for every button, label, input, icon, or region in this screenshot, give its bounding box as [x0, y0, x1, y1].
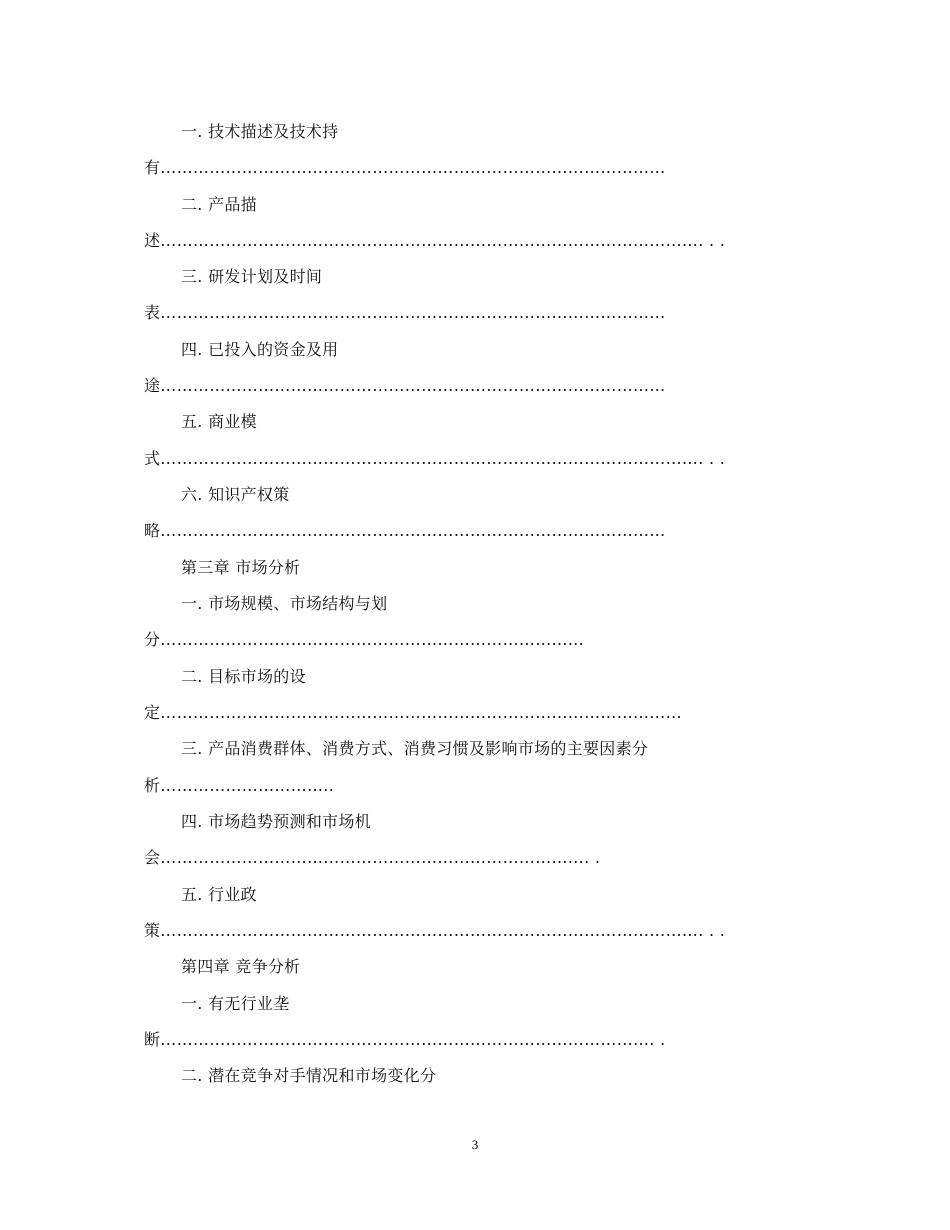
- toc-entry-leader: 会……………………………………………………………………. .: [144, 848, 601, 867]
- toc-entry-heading: 一. 有无行业垄: [181, 994, 290, 1013]
- chapter-heading: 第四章 竞争分析: [181, 957, 301, 976]
- toc-entry-heading: 二. 潜在竞争对手情况和市场变化分: [181, 1066, 437, 1085]
- toc-entry-heading: 一. 市场规模、市场结构与划: [181, 594, 388, 613]
- toc-entry-leader: 分……………………………………………………………………: [144, 630, 585, 649]
- toc-entry-heading: 四. 市场趋势预测和市场机: [181, 812, 372, 831]
- toc-entry-heading: 二. 产品描: [181, 195, 257, 214]
- page-number: 3: [471, 1137, 479, 1152]
- toc-entry-heading: 二. 目标市场的设: [181, 667, 306, 686]
- toc-entry-heading: 五. 行业政: [181, 885, 257, 904]
- toc-entry-leader: 途…………………………………………………………………………………: [144, 376, 666, 395]
- toc-entry-leader: 析…………………………..: [144, 776, 335, 795]
- toc-entry-heading: 四. 已投入的资金及用: [181, 340, 339, 359]
- toc-entry-heading: 三. 研发计划及时间: [181, 267, 323, 286]
- toc-entry-leader: 表…………………………………………………………………………………: [144, 303, 666, 322]
- toc-entry-heading: 六. 知识产权策: [181, 485, 290, 504]
- toc-entry-heading: 五. 商业模: [181, 412, 257, 431]
- toc-entry-leader: 有…………………………………………………………………………………: [144, 158, 666, 177]
- toc-entry-leader: 式………………………………………………………………………………………. . .: [144, 449, 726, 468]
- toc-entry-heading: 一. 技术描述及技术持: [181, 122, 339, 141]
- toc-entry-heading: 三. 产品消费群体、消费方式、消费习惯及影响市场的主要因素分: [181, 739, 649, 758]
- toc-entry-leader: 略…………………………………………………………………………………: [144, 521, 666, 540]
- toc-entry-leader: 策………………………………………………………………………………………. . .: [144, 921, 726, 940]
- chapter-heading: 第三章 市场分析: [181, 558, 301, 577]
- toc-entry-leader: 定……………………………………………………………………………………: [144, 703, 682, 722]
- toc-entry-leader: 断………………………………………………………………………………. .: [144, 1030, 666, 1049]
- toc-entry-leader: 述………………………………………………………………………………………. . .: [144, 231, 726, 250]
